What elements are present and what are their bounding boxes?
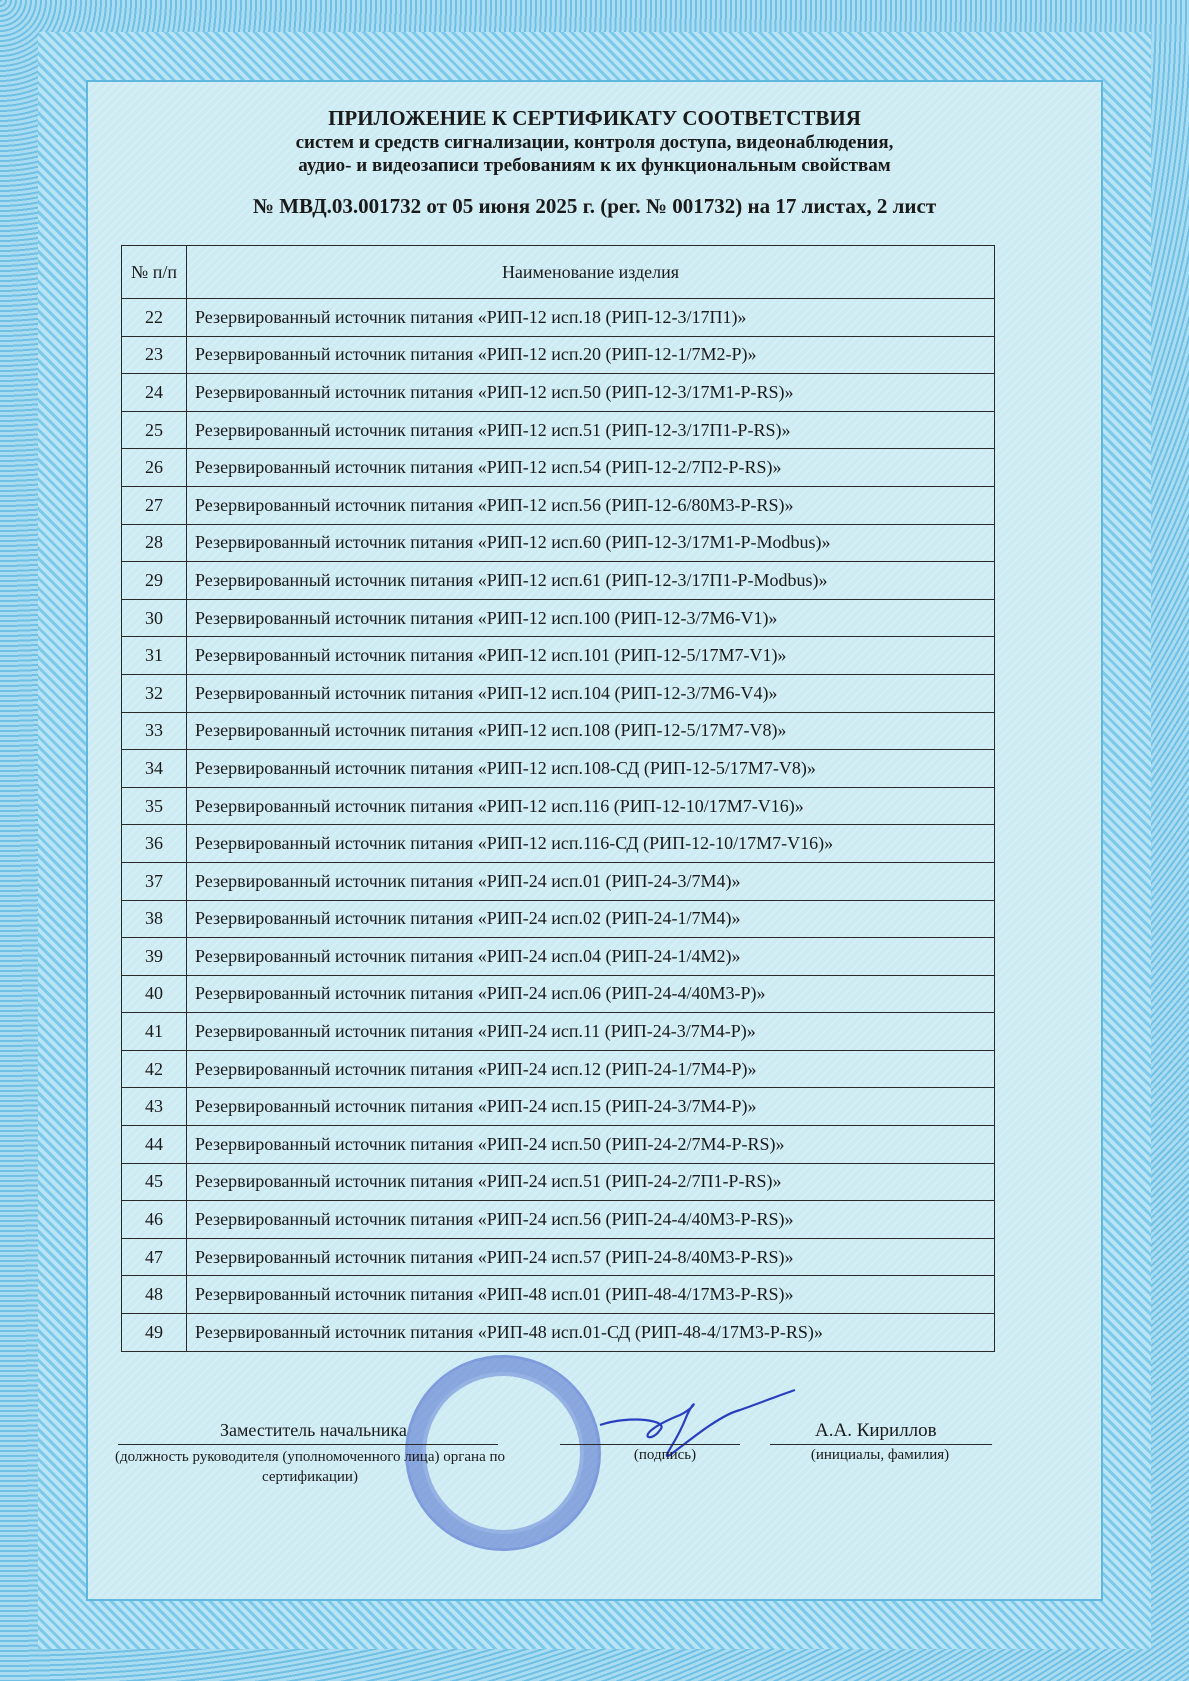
product-name: Резервированный источник питания «РИП-12 исп.51 (РИП-12-3/17П1-Р-RS)»	[187, 411, 995, 449]
row-number: 40	[122, 975, 187, 1013]
table-row	[122, 637, 995, 675]
table-row	[122, 1314, 995, 1352]
table-row	[122, 1238, 995, 1276]
product-name: Резервированный источник питания «РИП-24 исп.02 (РИП-24-1/7М4)»	[187, 900, 995, 938]
table-row	[122, 938, 995, 976]
row-number: 33	[122, 712, 187, 750]
signer-position: Заместитель начальника	[220, 1420, 407, 1440]
signer-name: А.А. Кириллов	[815, 1420, 937, 1441]
product-name: Резервированный источник питания «РИП-24 исп.56 (РИП-24-4/40М3-Р-RS)»	[187, 1201, 995, 1239]
product-name: Резервированный источник питания «РИП-12 исп.54 (РИП-12-2/7П2-Р-RS)»	[187, 449, 995, 487]
signature-underline	[560, 1444, 740, 1445]
product-name: Резервированный источник питания «РИП-12 исп.50 (РИП-12-3/17М1-Р-RS)»	[187, 374, 995, 412]
product-name: Резервированный источник питания «РИП-24 исп.57 (РИП-24-8/40М3-Р-RS)»	[187, 1238, 995, 1276]
product-name: Резервированный источник питания «РИП-24 исп.50 (РИП-24-2/7М4-Р-RS)»	[187, 1126, 995, 1164]
product-name: Резервированный источник питания «РИП-12 исп.116 (РИП-12-10/17М7-V16)»	[187, 787, 995, 825]
position-caption: (должность руководителя (уполномоченного лица) органа по сертификации)	[114, 1449, 506, 1485]
product-name: Резервированный источник питания «РИП-24 исп.11 (РИП-24-3/7М4-Р)»	[187, 1013, 995, 1051]
product-name: Резервированный источник питания «РИП-12 исп.116-СД (РИП-12-10/17М7-V16)»	[187, 825, 995, 863]
product-name: Резервированный источник питания «РИП-24 исп.51 (РИП-24-2/7П1-Р-RS)»	[187, 1163, 995, 1201]
row-number: 42	[122, 1050, 187, 1088]
table-row	[122, 336, 995, 374]
table-row	[122, 674, 995, 712]
name-caption: (инициалы, фамилия)	[810, 1447, 950, 1463]
products-table	[121, 245, 995, 1352]
row-number: 45	[122, 1163, 187, 1201]
table-row	[122, 374, 995, 412]
table-row	[122, 1088, 995, 1126]
row-number: 23	[122, 336, 187, 374]
row-number: 26	[122, 449, 187, 487]
signature-caption: (подпись)	[633, 1447, 697, 1463]
table-row	[122, 787, 995, 825]
document-subtitle-line1: систем и средств сигнализации, контроля доступа, видеонаблюдения,	[295, 132, 894, 153]
table-row	[122, 1126, 995, 1164]
table-row	[122, 486, 995, 524]
table-row	[122, 524, 995, 562]
row-number: 37	[122, 862, 187, 900]
column-header-number: № п/п	[122, 246, 187, 299]
row-number: 34	[122, 750, 187, 788]
row-number: 49	[122, 1314, 187, 1352]
product-name: Резервированный источник питания «РИП-12 исп.56 (РИП-12-6/80М3-Р-RS)»	[187, 486, 995, 524]
product-name: Резервированный источник питания «РИП-24 исп.12 (РИП-24-1/7М4-Р)»	[187, 1050, 995, 1088]
table-row	[122, 1276, 995, 1314]
row-number: 48	[122, 1276, 187, 1314]
document-title: ПРИЛОЖЕНИЕ К СЕРТИФИКАТУ СООТВЕТСТВИЯ	[328, 106, 861, 130]
table-row	[122, 411, 995, 449]
product-name: Резервированный источник питания «РИП-12 исп.101 (РИП-12-5/17М7-V1)»	[187, 637, 995, 675]
product-name: Резервированный источник питания «РИП-12 исп.61 (РИП-12-3/17П1-Р-Modbus)»	[187, 562, 995, 600]
table-row	[122, 449, 995, 487]
product-name: Резервированный источник питания «РИП-12 исп.100 (РИП-12-3/7М6-V1)»	[187, 599, 995, 637]
product-name: Резервированный источник питания «РИП-12 исп.18 (РИП-12-3/17П1)»	[187, 299, 995, 337]
name-underline	[770, 1444, 992, 1445]
row-number: 31	[122, 637, 187, 675]
product-name: Резервированный источник питания «РИП-24 исп.01 (РИП-24-3/7М4)»	[187, 862, 995, 900]
row-number: 38	[122, 900, 187, 938]
row-number: 35	[122, 787, 187, 825]
certificate-number: № МВД.03.001732 от 05 июня 2025 г. (рег. № 001732) на 17 листах, 2 лист	[252, 194, 937, 218]
table-row	[122, 1013, 995, 1051]
product-name: Резервированный источник питания «РИП-12 исп.108-СД (РИП-12-5/17М7-V8)»	[187, 750, 995, 788]
table-row	[122, 599, 995, 637]
row-number: 43	[122, 1088, 187, 1126]
table-row	[122, 562, 995, 600]
row-number: 25	[122, 411, 187, 449]
table-row	[122, 900, 995, 938]
column-header-name: Наименование изделия	[187, 246, 995, 299]
position-underline	[118, 1444, 498, 1445]
row-number: 47	[122, 1238, 187, 1276]
product-name: Резервированный источник питания «РИП-24 исп.15 (РИП-24-3/7М4-Р)»	[187, 1088, 995, 1126]
table-row	[122, 862, 995, 900]
table-row	[122, 299, 995, 337]
table-row	[122, 712, 995, 750]
row-number: 44	[122, 1126, 187, 1164]
row-number: 41	[122, 1013, 187, 1051]
row-number: 46	[122, 1201, 187, 1239]
table-row	[122, 1201, 995, 1239]
row-number: 22	[122, 299, 187, 337]
product-name: Резервированный источник питания «РИП-12 исп.60 (РИП-12-3/17М1-Р-Modbus)»	[187, 524, 995, 562]
table-row	[122, 975, 995, 1013]
row-number: 30	[122, 599, 187, 637]
row-number: 39	[122, 938, 187, 976]
product-name: Резервированный источник питания «РИП-24 исп.06 (РИП-24-4/40М3-Р)»	[187, 975, 995, 1013]
row-number: 27	[122, 486, 187, 524]
product-name: Резервированный источник питания «РИП-12 исп.108 (РИП-12-5/17М7-V8)»	[187, 712, 995, 750]
product-name: Резервированный источник питания «РИП-24 исп.04 (РИП-24-1/4М2)»	[187, 938, 995, 976]
table-row	[122, 1050, 995, 1088]
document-subtitle-line2: аудио- и видеозаписи требованиям к их функциональным свойствам	[298, 155, 891, 176]
row-number: 24	[122, 374, 187, 412]
product-name: Резервированный источник питания «РИП-48 исп.01-СД (РИП-48-4/17М3-Р-RS)»	[187, 1314, 995, 1352]
product-name: Резервированный источник питания «РИП-12 исп.104 (РИП-12-3/7М6-V4)»	[187, 674, 995, 712]
row-number: 28	[122, 524, 187, 562]
table-row	[122, 750, 995, 788]
product-name: Резервированный источник питания «РИП-12 исп.20 (РИП-12-1/7М2-Р)»	[187, 336, 995, 374]
row-number: 36	[122, 825, 187, 863]
table-row	[122, 825, 995, 863]
product-name: Резервированный источник питания «РИП-48 исп.01 (РИП-48-4/17М3-Р-RS)»	[187, 1276, 995, 1314]
row-number: 32	[122, 674, 187, 712]
table-row	[122, 1163, 995, 1201]
row-number: 29	[122, 562, 187, 600]
